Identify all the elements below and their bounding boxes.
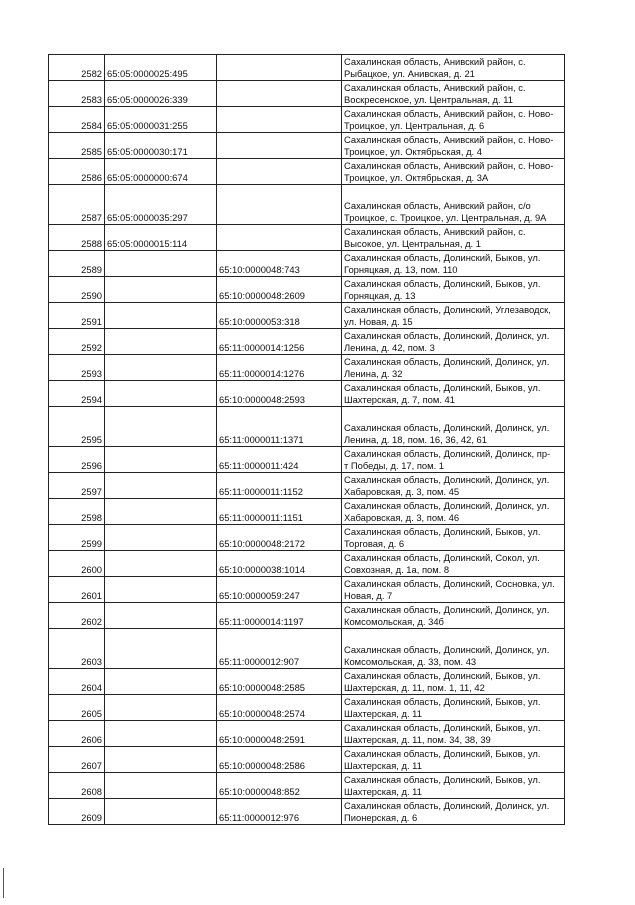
property-register-table [48, 54, 565, 825]
address-line-2: Троицкое, ул. Октябрьская, д. 3А [344, 171, 489, 183]
row-number-cell: 2603 [49, 629, 105, 669]
table-row [49, 81, 565, 107]
row-number-cell: 2604 [49, 669, 105, 695]
cadastral-number-cell [105, 447, 217, 473]
cadastral-number-cell [105, 603, 217, 629]
address-line-1: Сахалинская область, Анивский район, с. Ново- [344, 107, 554, 119]
address-line-2: Шахтерская, д. 11 [344, 785, 422, 797]
address-line-1: Сахалинская область, Долинский, Долинск, ул. [344, 473, 550, 485]
table-row [49, 381, 565, 407]
table-row [49, 669, 565, 695]
address-line-1: Сахалинская область, Анивский район, с. Ново- [344, 133, 554, 145]
cadastral-number-cell [105, 407, 217, 447]
address-cell [342, 603, 565, 629]
row-number-cell: 2586 [49, 159, 105, 185]
cadastral-number-cell [105, 799, 217, 825]
row-number-cell: 2601 [49, 577, 105, 603]
address-cell [342, 499, 565, 525]
cadastral-number-cell: 65:05:0000000:674 [105, 159, 217, 185]
address-line-1: Сахалинская область, Долинский, Быков, ул. [344, 721, 541, 733]
address-line-2: Торговая, д. 6 [344, 537, 405, 549]
table-row [49, 407, 565, 447]
cadastral-number-cell [105, 629, 217, 669]
address-cell [342, 747, 565, 773]
address-line-1: Сахалинская область, Долинский, Быков, ул. [344, 525, 541, 537]
cadastral-number-cell-alt: 65:11:0000011:1371 [217, 407, 342, 447]
cadastral-number-cell-alt: 65:10:0000048:2593 [217, 381, 342, 407]
row-number-cell: 2597 [49, 473, 105, 499]
row-number-cell: 2599 [49, 525, 105, 551]
address-line-2: Комсомольская, д. 34б [344, 615, 444, 627]
cadastral-number-cell-alt: 65:11:0000011:1151 [217, 499, 342, 525]
address-cell [342, 381, 565, 407]
row-number-cell: 2585 [49, 133, 105, 159]
address-cell [342, 577, 565, 603]
cadastral-number-cell-alt: 65:11:0000012:907 [217, 629, 342, 669]
address-cell [342, 251, 565, 277]
address-line-2: Шахтерская, д. 7, пом. 41 [344, 393, 455, 405]
address-cell [342, 695, 565, 721]
document-page [48, 54, 565, 825]
cadastral-number-cell: 65:05:0000030:171 [105, 133, 217, 159]
address-line-2: Шахтерская, д. 11 [344, 759, 422, 771]
address-line-1: Сахалинская область, Долинский, Долинск, ул. [344, 499, 550, 511]
address-line-2: Горняцкая, д. 13, пом. 110 [344, 263, 458, 275]
address-line-1: Сахалинская область, Долинский, Долинск, ул. [344, 355, 550, 367]
row-number-cell: 2589 [49, 251, 105, 277]
address-line-1: Сахалинская область, Долинский, Быков, ул. [344, 669, 541, 681]
address-line-1: Сахалинская область, Анивский район, с. [344, 55, 526, 67]
address-line-2: Ленина, д. 32 [344, 367, 403, 379]
cadastral-number-cell-alt: 65:10:0000059:247 [217, 577, 342, 603]
row-number-cell: 2594 [49, 381, 105, 407]
address-cell [342, 799, 565, 825]
table-row [49, 799, 565, 825]
address-line-2: Рыбацкое, ул. Анивская, д. 21 [344, 67, 475, 79]
address-line-1: Сахалинская область, Анивский район, с. [344, 81, 526, 93]
cadastral-number-cell-alt [217, 159, 342, 185]
cadastral-number-cell-alt: 65:10:0000048:2609 [217, 277, 342, 303]
cadastral-number-cell: 65:05:0000015:114 [105, 225, 217, 251]
cadastral-number-cell [105, 499, 217, 525]
cadastral-number-cell-alt: 65:10:0000048:2585 [217, 669, 342, 695]
row-number-cell: 2588 [49, 225, 105, 251]
address-line-2: Воскресенское, ул. Центральная, д. 11 [344, 93, 513, 105]
address-cell [342, 525, 565, 551]
address-cell [342, 185, 565, 225]
address-cell [342, 447, 565, 473]
address-cell [342, 55, 565, 81]
address-line-2: Хабаровская, д. 3, пом. 46 [344, 511, 460, 523]
cadastral-number-cell-alt: 65:10:0000048:743 [217, 251, 342, 277]
address-line-2: Троицкое, ул. Центральная, д. 6 [344, 119, 485, 131]
table-row [49, 355, 565, 381]
table-row [49, 159, 565, 185]
address-line-2: Шахтерская, д. 11, пом. 34, 38, 39 [344, 733, 491, 745]
address-line-1: Сахалинская область, Долинский, Углезаводск, [344, 303, 551, 315]
table-row [49, 251, 565, 277]
cadastral-number-cell-alt: 65:11:0000011:1152 [217, 473, 342, 499]
address-line-2: Комсомольская, д. 33, пом. 43 [344, 655, 477, 667]
cadastral-number-cell [105, 381, 217, 407]
row-number-cell: 2595 [49, 407, 105, 447]
table-row [49, 107, 565, 133]
address-line-1: Сахалинская область, Долинский, Быков, ул. [344, 747, 541, 759]
cadastral-number-cell-alt [217, 55, 342, 81]
cadastral-number-cell-alt: 65:10:0000048:852 [217, 773, 342, 799]
address-line-2: ул. Новая, д. 15 [344, 315, 413, 327]
address-line-1: Сахалинская область, Долинский, Быков, ул. [344, 277, 541, 289]
cadastral-number-cell [105, 303, 217, 329]
address-line-2: т Победы, д. 17, пом. 1 [344, 459, 445, 471]
row-number-cell: 2607 [49, 747, 105, 773]
table-row [49, 773, 565, 799]
address-line-1: Сахалинская область, Анивский район, с. [344, 225, 526, 237]
address-cell [342, 133, 565, 159]
cadastral-number-cell [105, 551, 217, 577]
table-row [49, 185, 565, 225]
cadastral-number-cell-alt: 65:10:0000053:318 [217, 303, 342, 329]
row-number-cell: 2583 [49, 81, 105, 107]
cadastral-number-cell: 65:05:0000026:339 [105, 81, 217, 107]
address-line-2: Троицкое, ул. Октябрьская, д. 4 [344, 145, 482, 157]
address-cell [342, 159, 565, 185]
cadastral-number-cell: 65:05:0000025:495 [105, 55, 217, 81]
cadastral-number-cell-alt: 65:11:0000012:976 [217, 799, 342, 825]
cadastral-number-cell [105, 695, 217, 721]
table-row [49, 721, 565, 747]
scan-edge-mark [3, 868, 4, 898]
cadastral-number-cell [105, 329, 217, 355]
address-line-1: Сахалинская область, Долинский, Сокол, ул. [344, 551, 540, 563]
cadastral-number-cell [105, 577, 217, 603]
cadastral-number-cell: 65:05:0000035:297 [105, 185, 217, 225]
cadastral-number-cell [105, 669, 217, 695]
cadastral-number-cell [105, 473, 217, 499]
table-row [49, 473, 565, 499]
cadastral-number-cell [105, 747, 217, 773]
cadastral-number-cell [105, 355, 217, 381]
cadastral-number-cell-alt: 65:10:0000048:2591 [217, 721, 342, 747]
table-row [49, 329, 565, 355]
address-cell [342, 473, 565, 499]
row-number-cell: 2602 [49, 603, 105, 629]
address-cell [342, 551, 565, 577]
cadastral-number-cell [105, 277, 217, 303]
row-number-cell: 2592 [49, 329, 105, 355]
table-row [49, 303, 565, 329]
cadastral-number-cell-alt: 65:11:0000011:424 [217, 447, 342, 473]
cadastral-number-cell [105, 773, 217, 799]
address-line-2: Ленина, д. 42, пом. 3 [344, 341, 435, 353]
address-cell [342, 721, 565, 747]
cadastral-number-cell-alt [217, 225, 342, 251]
address-line-2: Новая, д. 7 [344, 589, 393, 601]
table-row [49, 225, 565, 251]
table-row [49, 551, 565, 577]
address-line-2: Горняцкая, д. 13 [344, 289, 416, 301]
table-row [49, 525, 565, 551]
row-number-cell: 2584 [49, 107, 105, 133]
address-line-2: Пионерская, д. 6 [344, 811, 418, 823]
table-row [49, 629, 565, 669]
address-line-1: Сахалинская область, Долинский, Долинск, ул. [344, 643, 550, 655]
row-number-cell: 2582 [49, 55, 105, 81]
cadastral-number-cell-alt: 65:10:0000048:2586 [217, 747, 342, 773]
address-line-2: Хабаровская, д. 3, пом. 45 [344, 485, 460, 497]
table-row [49, 447, 565, 473]
row-number-cell: 2590 [49, 277, 105, 303]
address-line-2: Троицкое, с. Троицкое, ул. Центральная, д. 9А [344, 211, 547, 223]
address-line-2: Ленина, д. 18, пом. 16, 36, 42, 61 [344, 433, 487, 445]
address-cell [342, 329, 565, 355]
cadastral-number-cell [105, 251, 217, 277]
address-line-1: Сахалинская область, Долинский, Быков, ул. [344, 251, 541, 263]
address-cell [342, 355, 565, 381]
address-cell [342, 669, 565, 695]
table-row [49, 603, 565, 629]
cadastral-number-cell: 65:05:0000031:255 [105, 107, 217, 133]
address-line-1: Сахалинская область, Долинский, Долинск, пр- [344, 447, 551, 459]
row-number-cell: 2609 [49, 799, 105, 825]
address-cell [342, 773, 565, 799]
cadastral-number-cell-alt: 65:10:0000048:2172 [217, 525, 342, 551]
address-cell [342, 407, 565, 447]
address-line-1: Сахалинская область, Долинский, Долинск, ул. [344, 603, 550, 615]
table-row [49, 695, 565, 721]
row-number-cell: 2596 [49, 447, 105, 473]
address-cell [342, 81, 565, 107]
row-number-cell: 2587 [49, 185, 105, 225]
table-row [49, 277, 565, 303]
address-cell [342, 107, 565, 133]
table-row [49, 747, 565, 773]
address-cell [342, 225, 565, 251]
cadastral-number-cell-alt [217, 185, 342, 225]
row-number-cell: 2606 [49, 721, 105, 747]
address-cell [342, 277, 565, 303]
cadastral-number-cell-alt [217, 133, 342, 159]
address-line-1: Сахалинская область, Анивский район, с. Ново- [344, 159, 554, 171]
table-row [49, 499, 565, 525]
table-row [49, 55, 565, 81]
row-number-cell: 2598 [49, 499, 105, 525]
address-line-2: Совхозная, д. 1а, пом. 8 [344, 563, 450, 575]
table-row [49, 577, 565, 603]
cadastral-number-cell [105, 721, 217, 747]
table-row [49, 133, 565, 159]
address-line-1: Сахалинская область, Долинский, Быков, ул. [344, 381, 541, 393]
row-number-cell: 2600 [49, 551, 105, 577]
cadastral-number-cell-alt: 65:11:0000014:1197 [217, 603, 342, 629]
address-line-1: Сахалинская область, Долинский, Долинск, ул. [344, 799, 550, 811]
row-number-cell: 2608 [49, 773, 105, 799]
address-line-2: Шахтерская, д. 11, пом. 1, 11, 42 [344, 681, 485, 693]
address-line-2: Шахтерская, д. 11 [344, 707, 422, 719]
address-line-1: Сахалинская область, Долинский, Быков, ул. [344, 695, 541, 707]
address-line-1: Сахалинская область, Долинский, Быков, ул. [344, 773, 541, 785]
address-line-1: Сахалинская область, Анивский район, с/о [344, 199, 531, 211]
cadastral-number-cell-alt: 65:10:0000048:2574 [217, 695, 342, 721]
table-body [49, 55, 565, 825]
cadastral-number-cell-alt: 65:10:0000038:1014 [217, 551, 342, 577]
cadastral-number-cell-alt: 65:11:0000014:1256 [217, 329, 342, 355]
address-cell [342, 629, 565, 669]
cadastral-number-cell-alt: 65:11:0000014:1276 [217, 355, 342, 381]
address-line-2: Высокое, ул. Центральная, д. 1 [344, 237, 481, 249]
address-line-1: Сахалинская область, Долинский, Долинск, ул. [344, 329, 550, 341]
address-line-1: Сахалинская область, Долинский, Сосновка, ул. [344, 577, 555, 589]
address-cell [342, 303, 565, 329]
row-number-cell: 2591 [49, 303, 105, 329]
cadastral-number-cell-alt [217, 81, 342, 107]
cadastral-number-cell [105, 525, 217, 551]
address-line-1: Сахалинская область, Долинский, Долинск, ул. [344, 421, 550, 433]
row-number-cell: 2593 [49, 355, 105, 381]
row-number-cell: 2605 [49, 695, 105, 721]
cadastral-number-cell-alt [217, 107, 342, 133]
